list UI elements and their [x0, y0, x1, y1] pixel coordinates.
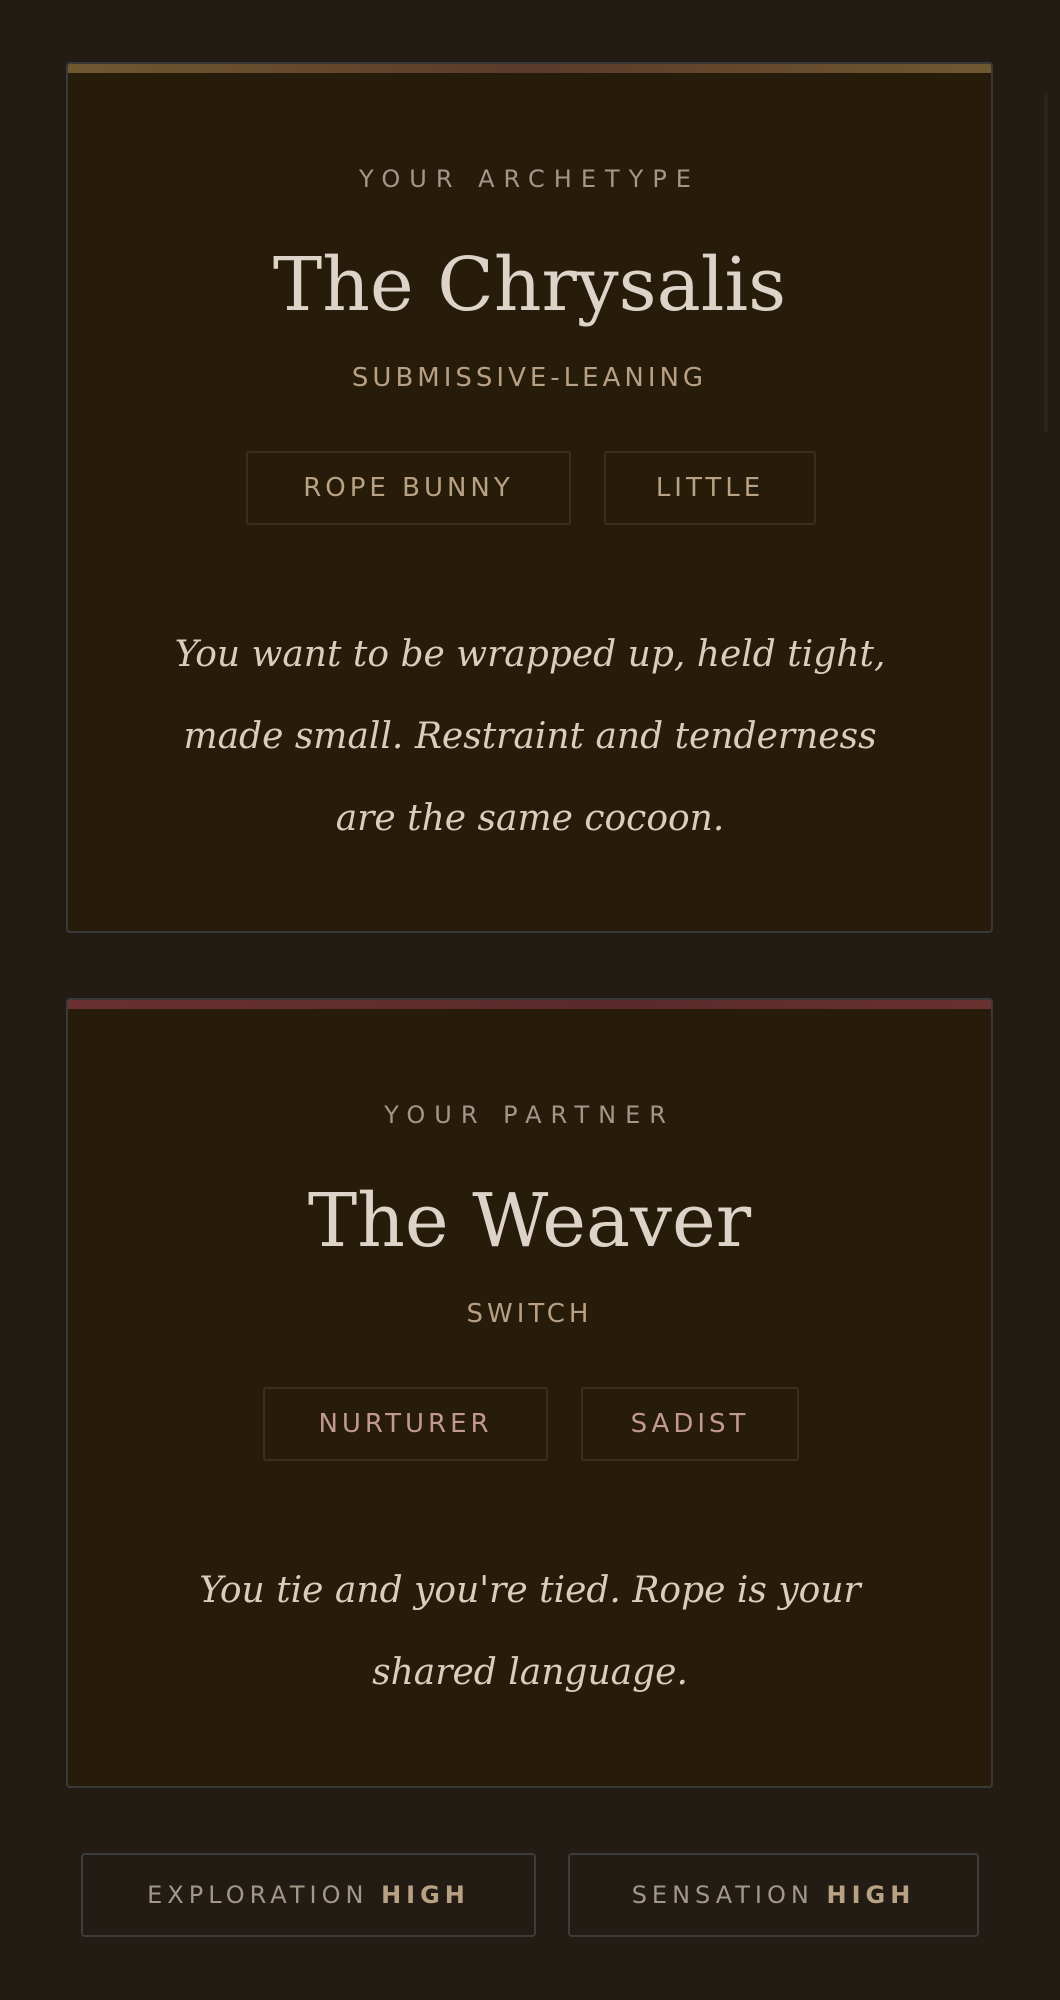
partner-orientation: SWITCH [466, 1299, 593, 1329]
partner-description: You tie and you're tied. Rope is your shared language. [199, 1570, 861, 1693]
archetype-title: The Chrysalis [272, 242, 787, 328]
partner-title: The Weaver [307, 1178, 752, 1264]
stat-value: HIGH [826, 1881, 916, 1909]
partner-eyebrow: YOUR PARTNER [384, 1101, 675, 1129]
card-accent-bar [68, 1000, 991, 1009]
archetype-tag-little: LITTLE [604, 451, 816, 525]
stat-exploration [81, 1853, 536, 1937]
archetype-orientation: SUBMISSIVE-LEANING [351, 363, 708, 393]
archetype-tag-rope-bunny: ROPE BUNNY [246, 451, 571, 525]
stat-label: SENSATION [631, 1881, 814, 1909]
partner-tag-nurturer: NURTURER [263, 1387, 548, 1461]
archetype-card [66, 62, 993, 933]
stat-value: HIGH [381, 1881, 470, 1909]
stat-label: EXPLORATION [147, 1881, 369, 1909]
archetype-description: You want to be wrapped up, held tight, made small. Restraint and tenderness are the same cocoon. [174, 634, 886, 839]
scrollbar[interactable] [1044, 92, 1048, 432]
archetype-eyebrow: YOUR ARCHETYPE [359, 165, 700, 193]
partner-tag-sadist: SADIST [581, 1387, 799, 1461]
stat-sensation [568, 1853, 979, 1937]
partner-card [66, 998, 993, 1788]
card-accent-bar [68, 64, 991, 73]
